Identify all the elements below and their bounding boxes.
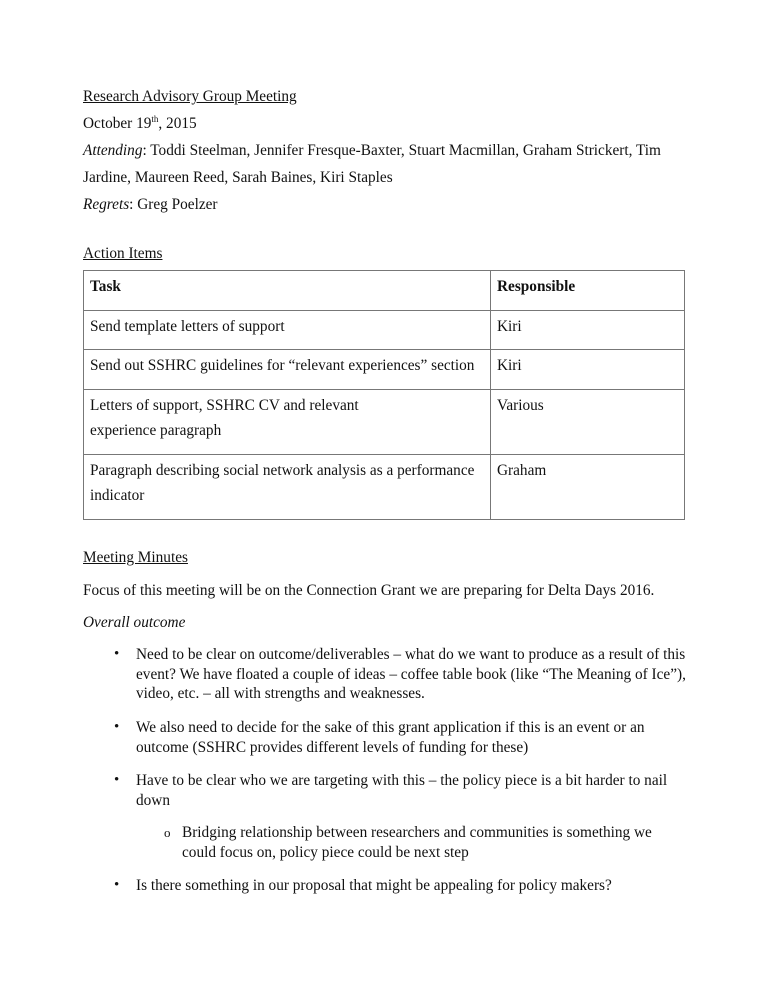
meeting-date bbox=[83, 115, 197, 133]
table-row bbox=[84, 455, 685, 520]
regrets-label: Regrets bbox=[83, 196, 130, 213]
bullet-item: • We also need to decide for the sake of this grant application if this is an event or an outcome (SSHRC provides different levels of funding for these) bbox=[136, 718, 656, 757]
meeting-title: Research Advisory Group Meeting bbox=[83, 88, 297, 105]
responsible-cell: Various bbox=[491, 390, 685, 455]
task-cell: Send template letters of support bbox=[84, 311, 491, 350]
bullet-item: • Need to be clear on outcome/deliverables – what do we want to produce as a result of this event? We have floated a couple of ideas – coffee table book (like “The Meaning of Ice”), video, etc. – all with strengths and weaknesses. bbox=[136, 645, 691, 704]
task-cell: Letters of support, SSHRC CV and relevant experience paragraph bbox=[84, 390, 491, 455]
regrets-names: : Greg Poelzer bbox=[129, 196, 218, 213]
table-header-row bbox=[84, 271, 685, 311]
bullet-item: • Is there something in our proposal that might be appealing for policy makers? bbox=[136, 876, 696, 896]
attending-line-1 bbox=[83, 142, 661, 160]
responsible-cell: Graham bbox=[491, 455, 685, 520]
attending-label: Attending bbox=[83, 142, 143, 159]
date-text: October 19 bbox=[83, 115, 152, 132]
column-header-responsible: Responsible bbox=[491, 271, 685, 311]
bullet-item: • Have to be clear who we are targeting with this – the policy piece is a bit harder to nail down bbox=[136, 771, 671, 810]
regrets-line bbox=[83, 196, 218, 214]
table-row bbox=[84, 390, 685, 455]
meeting-minutes-heading: Meeting Minutes bbox=[83, 549, 188, 566]
table-row bbox=[84, 350, 685, 390]
attending-line-2: Jardine, Maureen Reed, Sarah Baines, Kiri Staples bbox=[83, 169, 393, 186]
date-year: , 2015 bbox=[158, 115, 197, 132]
task-cell: Send out SSHRC guidelines for “relevant experiences” section bbox=[84, 350, 491, 390]
task-cell: Paragraph describing social network analysis as a performance indicator bbox=[84, 455, 491, 520]
action-items-table bbox=[83, 270, 685, 520]
focus-paragraph: Focus of this meeting will be on the Connection Grant we are preparing for Delta Days 2016. bbox=[83, 582, 655, 599]
responsible-cell: Kiri bbox=[491, 311, 685, 350]
sub-bullet-item: o Bridging relationship between researchers and communities is something we could focus on, policy piece could be next step bbox=[182, 823, 652, 862]
attending-names: : Toddi Steelman, Jennifer Fresque-Baxter, Stuart Macmillan, Graham Strickert, Tim bbox=[142, 142, 661, 159]
action-items-heading: Action Items bbox=[83, 245, 163, 262]
table-row bbox=[84, 311, 685, 350]
column-header-task: Task bbox=[84, 271, 491, 311]
overall-outcome-subheading: Overall outcome bbox=[83, 614, 186, 631]
date-superscript: th bbox=[151, 114, 159, 124]
responsible-cell: Kiri bbox=[491, 350, 685, 390]
